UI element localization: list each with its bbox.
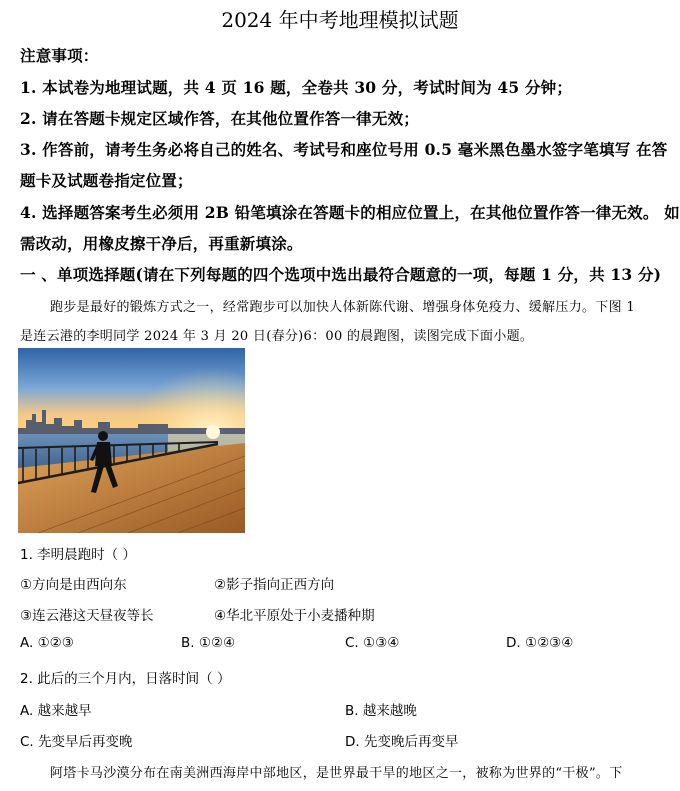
q1-option-d: D. ①②③④ xyxy=(506,635,574,651)
q1-statement-2: ②影子指向正西方向 xyxy=(214,577,335,593)
notice-heading: 注意事项： xyxy=(20,46,99,65)
q1-option-b: B. ①②④ xyxy=(181,635,236,651)
q1-stem: 1. 李明晨跑时（ ） xyxy=(20,547,136,563)
notice-item-4-cont: 需改动，用橡皮擦干净后，再重新填涂。 xyxy=(20,234,303,253)
passage-1-line-1: 跑步是最好的锻炼方式之一，经常跑步可以加快人体新陈代谢、增强身体免疫力、缓解压力。下图 1 xyxy=(50,300,635,315)
notice-item-2: 2. 请在答题卡规定区域作答，在其他位置作答一律无效； xyxy=(20,109,419,128)
q1-option-a: A. ①②③ xyxy=(20,635,74,651)
passage-1-line-2: 是连云港的李明同学 2024 年 3 月 20 日(春分)6：00 的晨跑图，读图完成下面小题。 xyxy=(20,329,534,344)
section-heading: 一 、单项选择题(请在下列每题的四个选项中选出最符合题意的一项，每题 1 分，共 13 分) xyxy=(20,265,662,284)
q2-option-c: C. 先变早后再变晚 xyxy=(20,734,133,750)
notice-item-4: 4. 选择题答案考生必须用 2B 铅笔填涂在答题卡的相应位置上，在其他位置作答一律无效。 如 xyxy=(20,203,680,222)
q2-option-b: B. 越来越晚 xyxy=(345,703,417,719)
q2-stem: 2. 此后的三个月内，日落时间（ ） xyxy=(20,671,231,687)
q2-option-a: A. 越来越早 xyxy=(20,703,92,719)
q2-option-d: D. 先变晚后再变早 xyxy=(345,734,459,750)
passage-2-line-1: 阿塔卡马沙漠分布在南美洲西海岸中部地区，是世界最干旱的地区之一，被称为世界的“干极”。下 xyxy=(50,766,623,781)
notice-item-1: 1. 本试卷为地理试题，共 4 页 16 题，全卷共 30 分，考试时间为 45 分钟； xyxy=(20,78,573,97)
notice-item-3: 3. 作答前，请考生务必将自己的姓名、考试号和座位号用 0.5 毫米黑色墨水签字笔填写 在答 xyxy=(20,140,668,159)
q1-statement-1: ①方向是由西向东 xyxy=(20,577,127,593)
q1-statement-4: ④华北平原处于小麦播种期 xyxy=(214,608,375,624)
morning-run-photo xyxy=(18,348,245,533)
q1-option-c: C. ①③④ xyxy=(345,635,400,651)
notice-item-3-cont: 题卡及试题卷指定位置； xyxy=(20,171,193,190)
page-title: 2024 年中考地理模拟试题 xyxy=(221,8,459,32)
q1-statement-3: ③连云港这天昼夜等长 xyxy=(20,608,154,624)
